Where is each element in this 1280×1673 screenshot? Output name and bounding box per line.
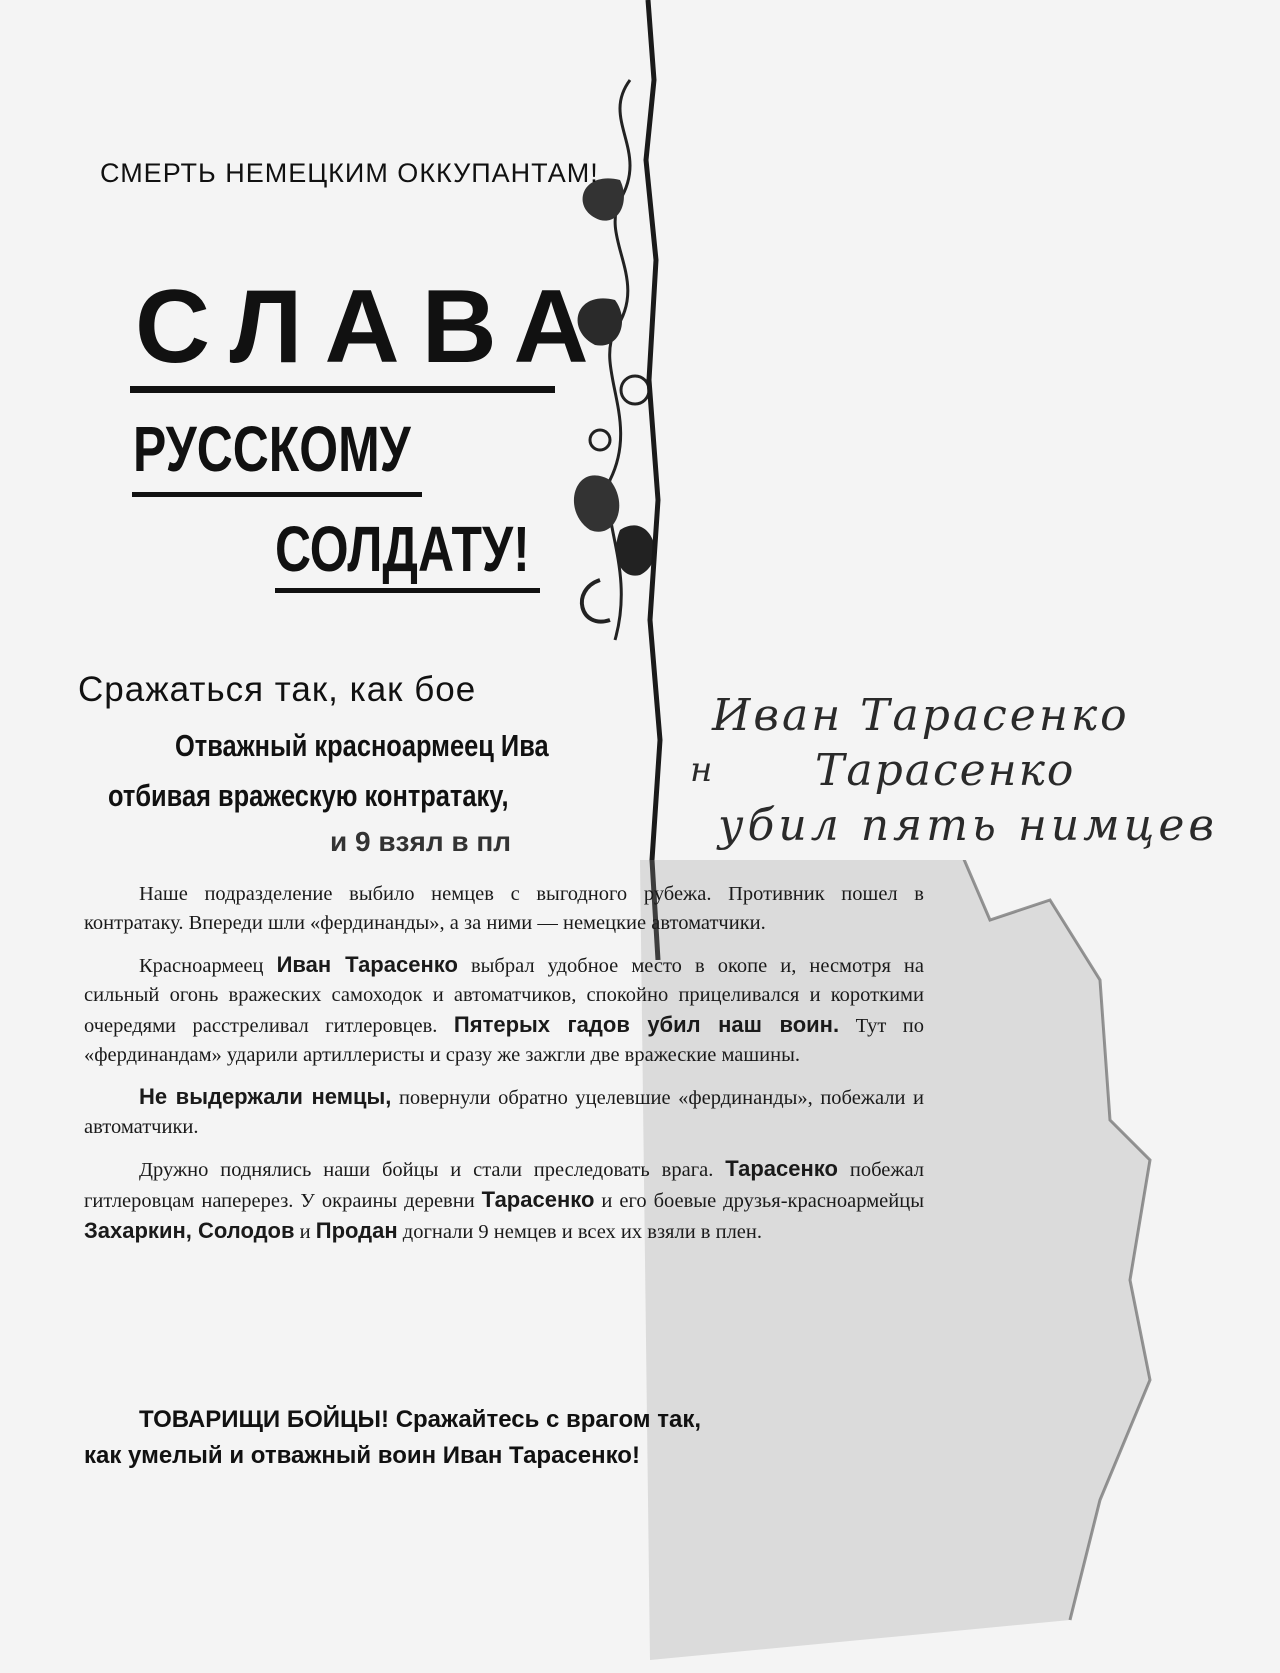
subheadline-3: и 9 взял в пл [330, 826, 512, 857]
title-rule-1 [130, 386, 555, 393]
p2-mid: выбрал удобное место в окопе и, несмотря на сильный огонь вражеских самоходок и автоматчиков, спокойно прицеливался и короткими очередями расстреливал гитлеровцев. [84, 955, 924, 1037]
closing-line-1: ТОВАРИЩИ БОЙЦЫ! Сражайтесь с врагом так, [139, 1406, 701, 1433]
handwritten-mark: н [690, 750, 713, 790]
p4-b: Тарасенко [725, 1156, 838, 1181]
subheadline-1: Отважный красноармеец Ива [175, 728, 549, 763]
header-slogan: СМЕРТЬ НЕМЕЦКИМ ОККУПАНТАМ! [100, 158, 599, 188]
p4-h: Продан [315, 1218, 398, 1243]
handwritten-note: убил пять нимцев [718, 800, 1219, 851]
p4-a: Дружно поднялись наши бойцы и стали преследовать врага. [139, 1159, 726, 1181]
title-rule-2 [132, 492, 422, 497]
headline: Сражаться так, как бое [78, 670, 477, 709]
paragraph-3 [84, 1082, 924, 1142]
title-rule-3 [275, 588, 540, 593]
closing-line-2: как умелый и отважный воин Иван Тарасенко! [84, 1442, 640, 1469]
p4-e: и его боевые друзья-красноармейцы [594, 1190, 924, 1212]
closing-appeal [84, 1402, 914, 1474]
p4-i: догнали 9 немцев и всех их взяли в плен. [397, 1221, 763, 1243]
handwritten-name: Иван Тарасенко [712, 690, 1130, 741]
p3-bold: Не выдержали немцы, [139, 1084, 392, 1109]
title-line-1: СЛАВА [135, 269, 611, 385]
p2-bold: Пятерых гадов убил наш воин. [453, 1012, 840, 1037]
torn-edge [640, 0, 670, 960]
p2-tail: Тут по «фердинандам» ударили артиллеристы и сразу же зажгли две вражеские машины. [84, 1015, 924, 1066]
p3-tail: повернули обратно уцелевшие «фердинанды», побежали и автоматчики. [84, 1087, 924, 1138]
subheadline-2: отбивая вражескую контратаку, [108, 778, 509, 813]
title-line-3: СОЛДАТУ! [275, 513, 530, 585]
paragraph-2 [84, 950, 924, 1070]
p4-d: Тарасенко [481, 1187, 595, 1212]
p4-g: и [294, 1221, 316, 1243]
p4-f: Захаркин, Солодов [84, 1218, 295, 1243]
paragraph-1-text: Наше подразделение выбило немцев с выгодного рубежа. Противник пошел в контратаку. Впереди шли «фердинанды», а за ними — немецкие автоматчики. [84, 883, 924, 934]
title-line-2: РУССКОМУ [133, 413, 411, 485]
p2-lead: Красноармеец [139, 955, 277, 977]
handwritten-surname: Тарасенко [815, 745, 1076, 796]
p2-name: Иван Тарасенко [276, 952, 458, 977]
p4-c: побежал гитлеровцам наперерез. У окраины деревни [84, 1159, 925, 1212]
paragraph-4 [84, 1154, 924, 1247]
article-body [84, 880, 924, 1259]
paragraph-1 [84, 880, 924, 938]
